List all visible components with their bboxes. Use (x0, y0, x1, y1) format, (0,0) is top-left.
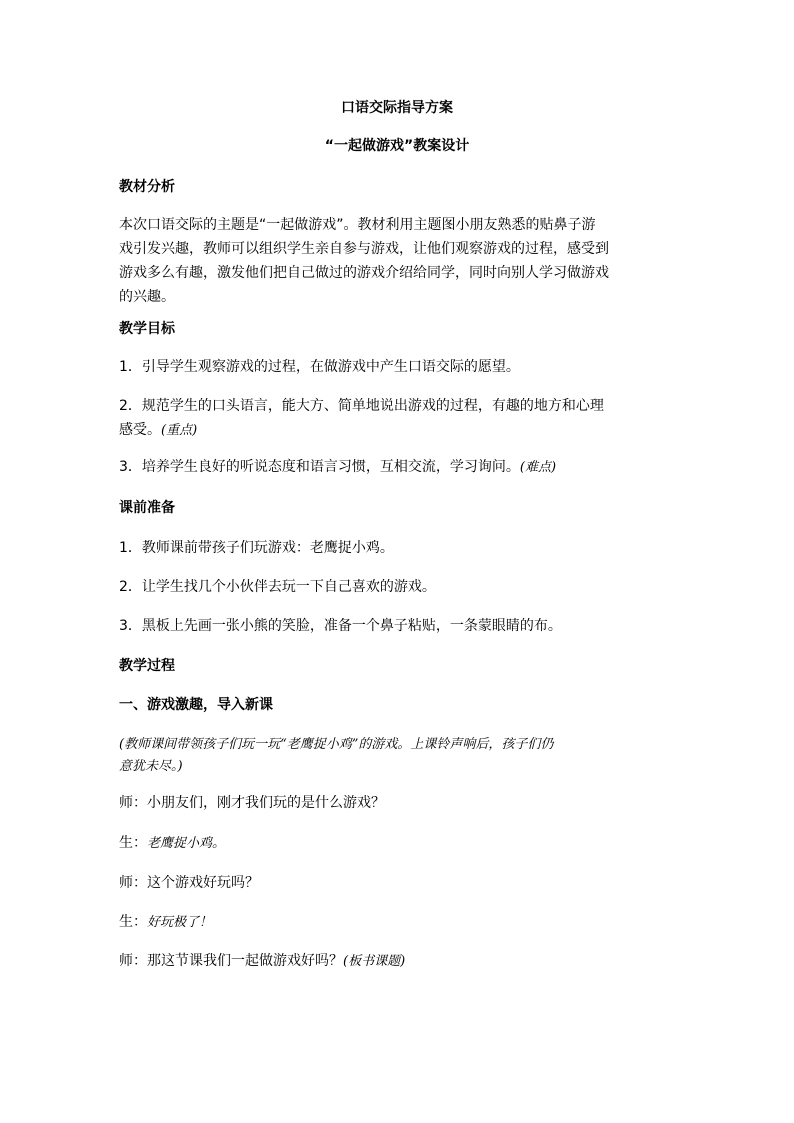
dialog-line-4 (119, 910, 679, 935)
document-title: 口语交际指导方案 (341, 100, 453, 116)
dialog-speaker: 生： (119, 914, 147, 930)
goal-item-2-line-2 (119, 418, 679, 443)
dialog-line-3 (119, 871, 679, 896)
document-subtitle: “一起做游戏”教案设计 (324, 138, 470, 154)
dialog-speaker: 师： (119, 795, 147, 811)
goal-item-2-note: (重点) (161, 423, 198, 438)
dialog-speaker: 师： (119, 875, 147, 891)
goal-item-3-note: (难点) (519, 460, 557, 475)
analysis-line-3: 游戏多么有趣，激发他们把自己做过的游戏介绍给同学，同时向别人学习做游戏 (119, 265, 609, 281)
goal-item-3 (119, 455, 679, 480)
dialog-text: 那这节课我们一起做游戏好吗？ (147, 953, 343, 969)
dialog-line-5 (119, 949, 679, 974)
dialog-line-2 (119, 831, 679, 856)
dialog-note: (板书课题) (343, 954, 406, 969)
goal-item-2-text: 感受。 (119, 422, 161, 438)
dialog-text: 这个游戏好玩吗？ (147, 875, 259, 891)
analysis-line-4: 的兴趣。 (119, 289, 175, 305)
section-heading-process: 教学过程 (119, 658, 175, 674)
section-heading-prep: 课前准备 (119, 500, 175, 516)
stage-direction-line-1: (教师课间带领孩子们玩一玩“老鹰捉小鸡”的游戏。上课铃声响后，孩子们仍 (119, 737, 554, 752)
dialog-note: 老鹰捉小鸡。 (147, 836, 226, 851)
prep-item-3: 3．黑板上先画一张小熊的笑脸，准备一个鼻子粘贴，一条蒙眼睛的布。 (119, 618, 562, 634)
prep-item-1: 1．教师课前带孩子们玩游戏：老鹰捉小鸡。 (119, 540, 394, 556)
dialog-speaker: 生： (119, 835, 147, 851)
dialog-line-1 (119, 791, 679, 816)
prep-item-2: 2．让学生找几个小伙伴去玩一下自己喜欢的游戏。 (119, 579, 436, 595)
goal-item-1: 1．引导学生观察游戏的过程，在做游戏中产生口语交际的愿望。 (119, 359, 520, 375)
dialog-note: 好玩极了！ (147, 915, 213, 930)
process-part-1-heading: 一、游戏激趣，导入新课 (119, 697, 273, 713)
goal-item-3-text: 3．培养学生良好的听说态度和语言习惯，互相交流，学习询问。 (119, 459, 520, 475)
stage-direction-line-2: 意犹未尽。) (119, 759, 183, 774)
section-heading-goals: 教学目标 (119, 321, 175, 337)
analysis-line-2: 戏引发兴趣，教师可以组织学生亲自参与游戏，让他们观察游戏的过程，感受到 (119, 241, 609, 257)
goal-item-2-line-1: 2．规范学生的口头语言，能大方、简单地说出游戏的过程，有趣的地方和心理 (119, 398, 604, 414)
analysis-line-1: 本次口语交际的主题是“一起做游戏”。教材利用主题图小朋友熟悉的贴鼻子游 (119, 217, 596, 233)
dialog-speaker: 师： (119, 953, 147, 969)
dialog-text: 小朋友们，刚才我们玩的是什么游戏？ (147, 795, 385, 811)
section-heading-analysis: 教材分析 (119, 179, 175, 195)
